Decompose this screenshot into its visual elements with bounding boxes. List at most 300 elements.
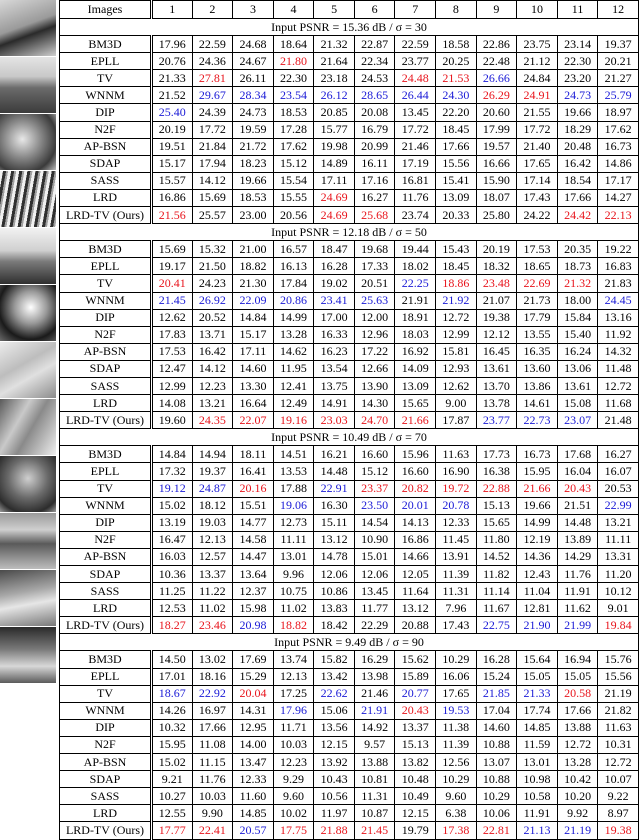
method-name: N2F [60,531,152,548]
psnr-cell: 11.71 [273,719,314,736]
method-name: DIP [60,104,152,121]
psnr-cell: 11.25 [152,583,193,600]
psnr-cell: 28.65 [354,87,395,104]
psnr-cell: 18.47 [314,241,355,258]
psnr-cell: 20.58 [557,685,598,702]
psnr-cell: 13.88 [354,754,395,771]
psnr-cell: 21.46 [395,138,436,155]
method-name: LRD [60,189,152,206]
psnr-cell: 23.74 [395,207,436,224]
psnr-cell: 18.32 [476,258,517,275]
psnr-cell: 19.12 [152,480,193,497]
psnr-cell: 21.00 [233,241,274,258]
psnr-cell: 20.19 [476,241,517,258]
psnr-cell: 12.15 [395,805,436,822]
psnr-cell: 19.68 [354,241,395,258]
table-row [60,343,639,360]
psnr-cell: 21.53 [436,70,477,87]
psnr-cell: 13.74 [273,651,314,668]
psnr-cell: 23.46 [192,617,233,634]
psnr-cell: 22.20 [436,104,477,121]
psnr-cell: 11.39 [436,566,477,583]
psnr-cell: 17.84 [273,275,314,292]
psnr-cell: 17.96 [273,702,314,719]
results-table [59,0,639,840]
psnr-cell: 12.55 [152,805,193,822]
method-name: TV [60,275,152,292]
psnr-cell: 17.62 [273,138,314,155]
psnr-cell: 6.38 [436,805,477,822]
col-header: 1 [152,1,193,19]
table-row [60,497,639,514]
psnr-cell: 18.11 [233,446,274,463]
house-thumbnail [0,57,56,114]
psnr-cell: 23.41 [314,292,355,309]
psnr-cell: 20.08 [354,104,395,121]
table-row [60,480,639,497]
psnr-cell: 17.73 [476,446,517,463]
psnr-cell: 18.23 [233,155,274,172]
psnr-cell: 10.06 [476,805,517,822]
psnr-cell: 14.48 [314,463,355,480]
table-row [60,805,639,822]
psnr-cell: 29.67 [192,87,233,104]
psnr-cell: 10.31 [598,736,639,753]
method-name: SASS [60,377,152,394]
psnr-cell: 23.37 [354,480,395,497]
psnr-cell: 26.11 [233,70,274,87]
psnr-cell: 16.45 [476,343,517,360]
psnr-cell: 12.15 [314,736,355,753]
psnr-cell: 11.04 [517,583,558,600]
parrot-thumbnail [0,285,56,342]
psnr-cell: 22.86 [476,36,517,53]
psnr-cell: 9.29 [273,771,314,788]
psnr-cell: 17.79 [517,309,558,326]
table-row [60,446,639,463]
psnr-cell: 20.53 [598,480,639,497]
psnr-cell: 24.69 [314,189,355,206]
psnr-cell: 15.01 [354,548,395,565]
psnr-cell: 10.36 [152,566,193,583]
section-title: Input PSNR = 9.49 dB / σ = 90 [60,634,639,651]
psnr-cell: 27.81 [192,70,233,87]
table-row [60,463,639,480]
psnr-cell: 12.43 [517,566,558,583]
method-name: TV [60,70,152,87]
psnr-cell: 20.25 [436,53,477,70]
psnr-cell: 17.43 [517,189,558,206]
psnr-cell: 24.53 [354,70,395,87]
psnr-cell: 13.45 [354,583,395,600]
method-name: SDAP [60,566,152,583]
psnr-cell: 12.62 [436,377,477,394]
psnr-cell: 12.33 [233,771,274,788]
psnr-cell: 18.16 [192,668,233,685]
psnr-cell: 21.27 [598,70,639,87]
psnr-cell: 17.72 [395,121,436,138]
col-header: 10 [517,1,558,19]
table-row [60,583,639,600]
psnr-cell: 16.23 [314,343,355,360]
psnr-cell: 18.45 [436,258,477,275]
psnr-cell: 15.17 [233,326,274,343]
psnr-cell: 10.27 [152,788,193,805]
psnr-cell: 17.11 [233,343,274,360]
psnr-cell: 10.02 [273,805,314,822]
psnr-cell: 14.58 [233,531,274,548]
psnr-cell: 17.72 [192,121,233,138]
psnr-cell: 13.42 [314,668,355,685]
table-row [60,719,639,736]
psnr-cell: 13.86 [517,377,558,394]
psnr-cell: 11.77 [354,600,395,617]
psnr-cell: 13.37 [395,719,436,736]
psnr-cell: 17.88 [273,480,314,497]
psnr-cell: 15.96 [395,446,436,463]
psnr-cell: 19.98 [314,138,355,155]
psnr-cell: 21.07 [476,292,517,309]
psnr-cell: 17.66 [192,719,233,736]
psnr-cell: 11.62 [557,600,598,617]
psnr-cell: 15.56 [598,668,639,685]
psnr-cell: 12.12 [476,326,517,343]
psnr-cell: 15.40 [557,326,598,343]
psnr-cell: 23.54 [273,87,314,104]
psnr-cell: 14.52 [476,548,517,565]
table-row [60,395,639,412]
psnr-cell: 14.50 [152,651,193,668]
psnr-cell: 18.53 [233,189,274,206]
psnr-cell: 17.77 [152,822,193,839]
boat-thumbnail [0,513,56,570]
man-thumbnail [0,627,56,684]
psnr-cell: 21.33 [152,70,193,87]
psnr-cell: 19.37 [598,36,639,53]
psnr-cell: 17.62 [598,121,639,138]
psnr-cell: 14.99 [273,309,314,326]
cameraman-thumbnail [0,0,56,57]
psnr-cell: 17.83 [152,326,193,343]
psnr-cell: 14.92 [354,719,395,736]
psnr-cell: 18.02 [395,258,436,275]
psnr-cell: 17.00 [314,309,355,326]
psnr-cell: 14.48 [557,514,598,531]
psnr-cell: 12.99 [436,326,477,343]
psnr-cell: 13.90 [354,377,395,394]
couple-thumbnail [0,570,56,627]
table-row [60,788,639,805]
psnr-cell: 13.01 [517,754,558,771]
psnr-cell: 20.43 [395,702,436,719]
psnr-cell: 15.02 [152,497,193,514]
psnr-cell: 26.29 [476,87,517,104]
psnr-cell: 15.05 [557,668,598,685]
psnr-cell: 13.55 [517,326,558,343]
psnr-cell: 22.92 [192,685,233,702]
psnr-cell: 22.99 [598,497,639,514]
psnr-cell: 12.33 [436,514,477,531]
psnr-cell: 19.38 [476,309,517,326]
table-row [60,736,639,753]
psnr-cell: 14.78 [314,548,355,565]
psnr-cell: 24.39 [192,104,233,121]
table-row [60,292,639,309]
method-name: DIP [60,719,152,736]
psnr-cell: 13.09 [436,189,477,206]
psnr-cell: 14.32 [598,343,639,360]
psnr-cell: 18.07 [476,189,517,206]
psnr-cell: 21.56 [152,207,193,224]
psnr-cell: 15.51 [233,497,274,514]
method-name: SDAP [60,155,152,172]
col-header: 12 [598,1,639,19]
psnr-cell: 13.88 [557,719,598,736]
psnr-cell: 13.78 [476,395,517,412]
method-name: BM3D [60,36,152,53]
psnr-cell: 11.97 [314,805,355,822]
psnr-cell: 13.07 [476,754,517,771]
psnr-cell: 14.61 [517,395,558,412]
psnr-cell: 12.72 [598,754,639,771]
psnr-cell: 14.77 [233,514,274,531]
psnr-cell: 13.12 [395,600,436,617]
psnr-cell: 18.03 [395,326,436,343]
psnr-cell: 11.45 [436,531,477,548]
psnr-cell: 21.32 [557,275,598,292]
psnr-cell: 16.79 [354,121,395,138]
psnr-cell: 11.39 [436,736,477,753]
psnr-cell: 24.70 [354,412,395,429]
psnr-cell: 12.05 [395,566,436,583]
psnr-cell: 14.60 [233,360,274,377]
psnr-cell: 13.30 [233,377,274,394]
psnr-cell: 21.66 [395,412,436,429]
psnr-cell: 14.89 [314,155,355,172]
psnr-cell: 22.34 [354,53,395,70]
psnr-cell: 12.81 [517,600,558,617]
psnr-cell: 13.19 [152,514,193,531]
table-row [60,685,639,702]
table-row [60,70,639,87]
psnr-cell: 21.19 [598,685,639,702]
psnr-cell: 9.00 [436,395,477,412]
psnr-cell: 14.00 [233,736,274,753]
psnr-cell: 15.64 [517,651,558,668]
psnr-cell: 17.65 [436,685,477,702]
psnr-cell: 9.60 [273,788,314,805]
psnr-cell: 19.84 [598,617,639,634]
section-title: Input PSNR = 15.36 dB / σ = 30 [60,19,639,36]
psnr-cell: 16.38 [476,463,517,480]
psnr-cell: 13.16 [598,309,639,326]
method-name: EPLL [60,258,152,275]
psnr-cell: 20.82 [395,480,436,497]
psnr-cell: 12.37 [233,583,274,600]
psnr-cell: 16.73 [517,446,558,463]
table-row [60,189,639,206]
method-name: N2F [60,121,152,138]
psnr-cell: 21.73 [517,292,558,309]
psnr-cell: 12.72 [557,736,598,753]
psnr-cell: 17.14 [517,172,558,189]
psnr-cell: 18.53 [273,104,314,121]
psnr-cell: 19.66 [517,497,558,514]
psnr-cell: 15.55 [273,189,314,206]
psnr-cell: 24.84 [517,70,558,87]
psnr-cell: 7.96 [436,600,477,617]
psnr-cell: 9.22 [598,788,639,805]
psnr-cell: 12.13 [192,531,233,548]
table-row [60,822,639,839]
psnr-cell: 13.61 [476,360,517,377]
psnr-cell: 20.33 [436,207,477,224]
psnr-cell: 22.59 [395,36,436,53]
psnr-cell: 25.57 [192,207,233,224]
psnr-cell: 10.03 [273,736,314,753]
psnr-cell: 25.80 [476,207,517,224]
psnr-cell: 16.35 [517,343,558,360]
psnr-cell: 14.08 [152,395,193,412]
method-name: WNNM [60,702,152,719]
table-row [60,53,639,70]
psnr-cell: 20.57 [233,822,274,839]
table-row [60,360,639,377]
psnr-cell: 13.01 [273,548,314,565]
psnr-cell: 24.69 [314,207,355,224]
method-name: BM3D [60,446,152,463]
psnr-cell: 20.41 [152,275,193,292]
psnr-cell: 13.28 [557,754,598,771]
table-row [60,771,639,788]
psnr-cell: 15.95 [152,736,193,753]
section-title-row [60,224,639,241]
psnr-cell: 11.76 [192,771,233,788]
psnr-cell: 15.98 [233,600,274,617]
psnr-cell: 19.06 [273,497,314,514]
section-title-row [60,429,639,446]
psnr-cell: 24.73 [557,87,598,104]
col-header: 3 [233,1,274,19]
thumbnail-strip [0,0,56,692]
psnr-cell: 13.45 [395,104,436,121]
psnr-cell: 14.85 [517,719,558,736]
psnr-cell: 14.26 [152,702,193,719]
psnr-cell: 11.08 [192,736,233,753]
psnr-cell: 26.66 [476,70,517,87]
psnr-cell: 24.30 [436,87,477,104]
psnr-cell: 11.76 [557,566,598,583]
psnr-cell: 16.86 [152,189,193,206]
psnr-cell: 12.72 [598,377,639,394]
psnr-cell: 21.72 [233,138,274,155]
psnr-cell: 12.96 [354,326,395,343]
psnr-cell: 10.20 [557,788,598,805]
psnr-cell: 10.56 [314,788,355,805]
psnr-cell: 16.94 [557,651,598,668]
method-name: TV [60,685,152,702]
method-name: LRD [60,395,152,412]
psnr-cell: 22.75 [476,617,517,634]
psnr-cell: 16.30 [314,497,355,514]
psnr-cell: 21.40 [517,138,558,155]
psnr-cell: 11.14 [476,583,517,600]
method-name: LRD [60,805,152,822]
psnr-cell: 16.29 [354,651,395,668]
psnr-cell: 16.86 [395,531,436,548]
peppers-thumbnail [0,114,56,171]
psnr-cell: 23.77 [395,53,436,70]
psnr-cell: 11.67 [476,600,517,617]
psnr-cell: 17.66 [436,138,477,155]
psnr-cell: 11.02 [273,600,314,617]
psnr-cell: 18.58 [436,36,477,53]
psnr-cell: 9.57 [354,736,395,753]
psnr-cell: 21.91 [354,702,395,719]
psnr-cell: 10.32 [152,719,193,736]
psnr-cell: 12.23 [273,754,314,771]
psnr-cell: 21.64 [314,53,355,70]
psnr-cell: 20.99 [354,138,395,155]
psnr-cell: 12.95 [233,719,274,736]
psnr-cell: 16.66 [476,155,517,172]
psnr-cell: 14.86 [598,155,639,172]
section-title: Input PSNR = 10.49 dB / σ = 70 [60,429,639,446]
psnr-cell: 19.37 [192,463,233,480]
method-name: DIP [60,309,152,326]
psnr-cell: 23.07 [557,412,598,429]
psnr-cell: 18.45 [436,121,477,138]
psnr-cell: 14.54 [354,514,395,531]
psnr-cell: 22.13 [598,207,639,224]
psnr-cell: 10.42 [557,771,598,788]
psnr-cell: 17.53 [152,343,193,360]
method-name: LRD-TV (Ours) [60,617,152,634]
table-row [60,275,639,292]
psnr-cell: 20.76 [152,53,193,70]
psnr-cell: 16.64 [233,395,274,412]
psnr-cell: 19.66 [233,172,274,189]
psnr-cell: 20.35 [557,241,598,258]
psnr-cell: 16.60 [395,463,436,480]
table-row [60,566,639,583]
psnr-cell: 13.28 [273,326,314,343]
psnr-cell: 17.94 [192,155,233,172]
psnr-cell: 24.67 [233,53,274,70]
psnr-cell: 18.73 [557,258,598,275]
psnr-cell: 14.91 [314,395,355,412]
psnr-cell: 15.57 [152,172,193,189]
psnr-cell: 14.09 [395,360,436,377]
psnr-cell: 16.60 [354,446,395,463]
method-name: DIP [60,514,152,531]
psnr-cell: 12.49 [273,395,314,412]
method-name: EPLL [60,463,152,480]
method-name: AP-BSN [60,548,152,565]
psnr-cell: 19.38 [598,822,639,839]
psnr-cell: 11.11 [598,531,639,548]
col-header: 7 [395,1,436,19]
psnr-cell: 12.66 [354,360,395,377]
psnr-cell: 21.33 [517,685,558,702]
psnr-cell: 10.29 [436,651,477,668]
method-name: BM3D [60,241,152,258]
psnr-cell: 14.84 [152,446,193,463]
method-name: EPLL [60,668,152,685]
psnr-cell: 21.12 [517,53,558,70]
table-row [60,412,639,429]
psnr-cell: 13.09 [395,377,436,394]
